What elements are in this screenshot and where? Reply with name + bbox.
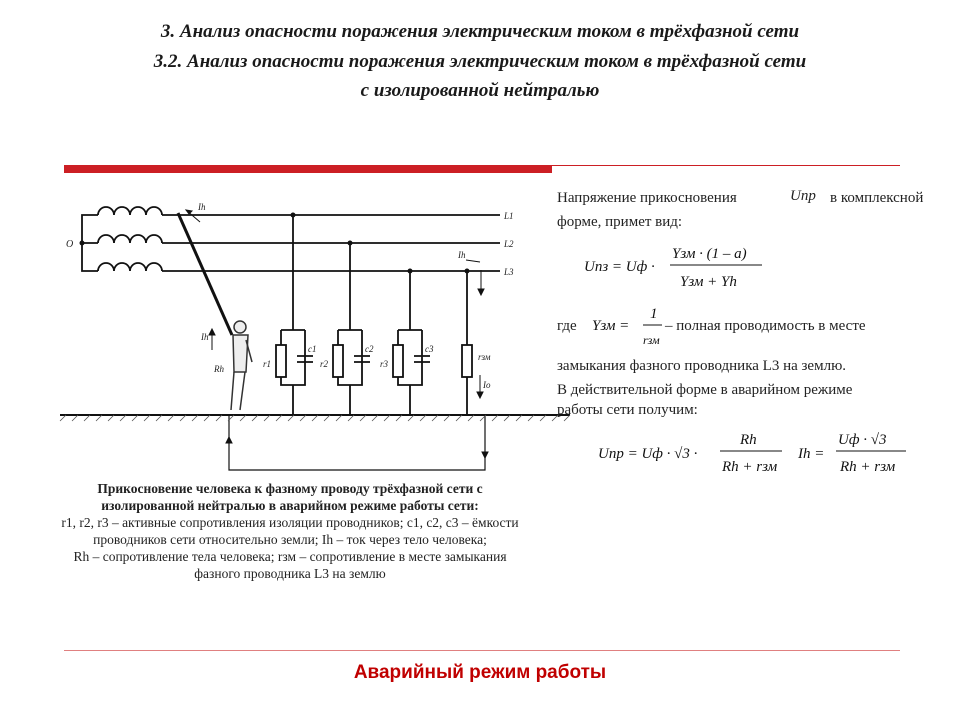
formula2-denominator: rзм <box>643 333 660 347</box>
formula3-denominator: Rh + rзм <box>722 459 778 475</box>
complex-form-text: в комплексной <box>830 190 924 206</box>
touch-voltage-symbol: Uпр <box>790 188 816 204</box>
capacitance-label-c3: c3 <box>425 344 434 354</box>
current-label-ground: Io <box>483 380 491 390</box>
touch-voltage-intro: Напряжение прикосновения <box>557 190 737 206</box>
capacitance-label-c1: c1 <box>308 344 317 354</box>
phase-label-l2: L2 <box>504 239 514 249</box>
formula1-denominator: Yзм + Yh <box>680 274 737 290</box>
formula2-numerator: 1 <box>650 306 658 322</box>
caption-line-3: Rh – сопротивление тела человека; rзм – сопротивление в месте замыкания <box>73 549 507 564</box>
resistance-label-rzm: rзм <box>478 352 491 362</box>
formula4-numerator: Uф · √3 <box>838 432 887 448</box>
real-form-text-2: работы сети получим: <box>557 402 698 418</box>
title-line-2: 3.2. Анализ опасности поражения электрическим током в трёхфазной сети <box>153 51 807 72</box>
phase-label-l3: L3 <box>504 267 514 277</box>
current-label-l3: Ih <box>458 250 466 260</box>
resistance-label-r2: r2 <box>320 359 329 369</box>
caption-line-1: r1, r2, r3 – активные сопротивления изоляции проводников; c1, c2, c3 – ёмкости <box>61 515 519 530</box>
body-resistance-label: Rh <box>214 364 224 374</box>
formula4-lhs: Ih = <box>798 446 825 462</box>
footer-divider <box>64 650 900 651</box>
title-line-1: 3. Анализ опасности поражения электрическим током в трёхфазной сети <box>160 21 800 42</box>
conductance-description: – полная проводимость в месте <box>665 318 866 334</box>
caption-title-2: изолированной нейтралью в аварийном режиме работы сети: <box>101 498 479 513</box>
current-label-top: Ih <box>198 202 206 212</box>
real-form-text: В действительной форме в аварийном режиме <box>557 382 853 398</box>
formula1-lhs: Uпз = Uф · <box>584 259 655 275</box>
formula3-lhs: Uпр = Uф · √3 · <box>598 446 698 462</box>
resistance-label-r1: r1 <box>263 359 272 369</box>
caption-line-4: фазного проводника L3 на землю <box>194 566 386 581</box>
capacitance-label-c2: c2 <box>365 344 374 354</box>
phase-label-l1: L1 <box>504 211 514 221</box>
where-prefix: где <box>557 318 577 334</box>
formula3-numerator: Rh <box>740 432 757 448</box>
footer-label: Аварийный режим работы <box>353 662 607 683</box>
form-text: форме, примет вид: <box>557 214 683 230</box>
formula4-denominator: Rh + rзм <box>840 459 896 475</box>
conductance-description-2: замыкания фазного проводника L3 на землю. <box>557 358 847 374</box>
neutral-label: O <box>66 239 74 250</box>
formula1-numerator: Yзм · (1 – a) <box>672 246 747 262</box>
current-label-person: Ih <box>201 332 209 342</box>
formula2-lhs: Yзм = <box>592 318 630 334</box>
caption-line-2: проводников сети относительно земли; Ih – ток через тело человека; <box>93 532 487 547</box>
resistance-label-r3: r3 <box>380 359 389 369</box>
title-line-3: с изолированной нейтралью <box>360 80 600 101</box>
caption-title-1: Прикосновение человека к фазному проводу трёхфазной сети с <box>97 481 483 496</box>
